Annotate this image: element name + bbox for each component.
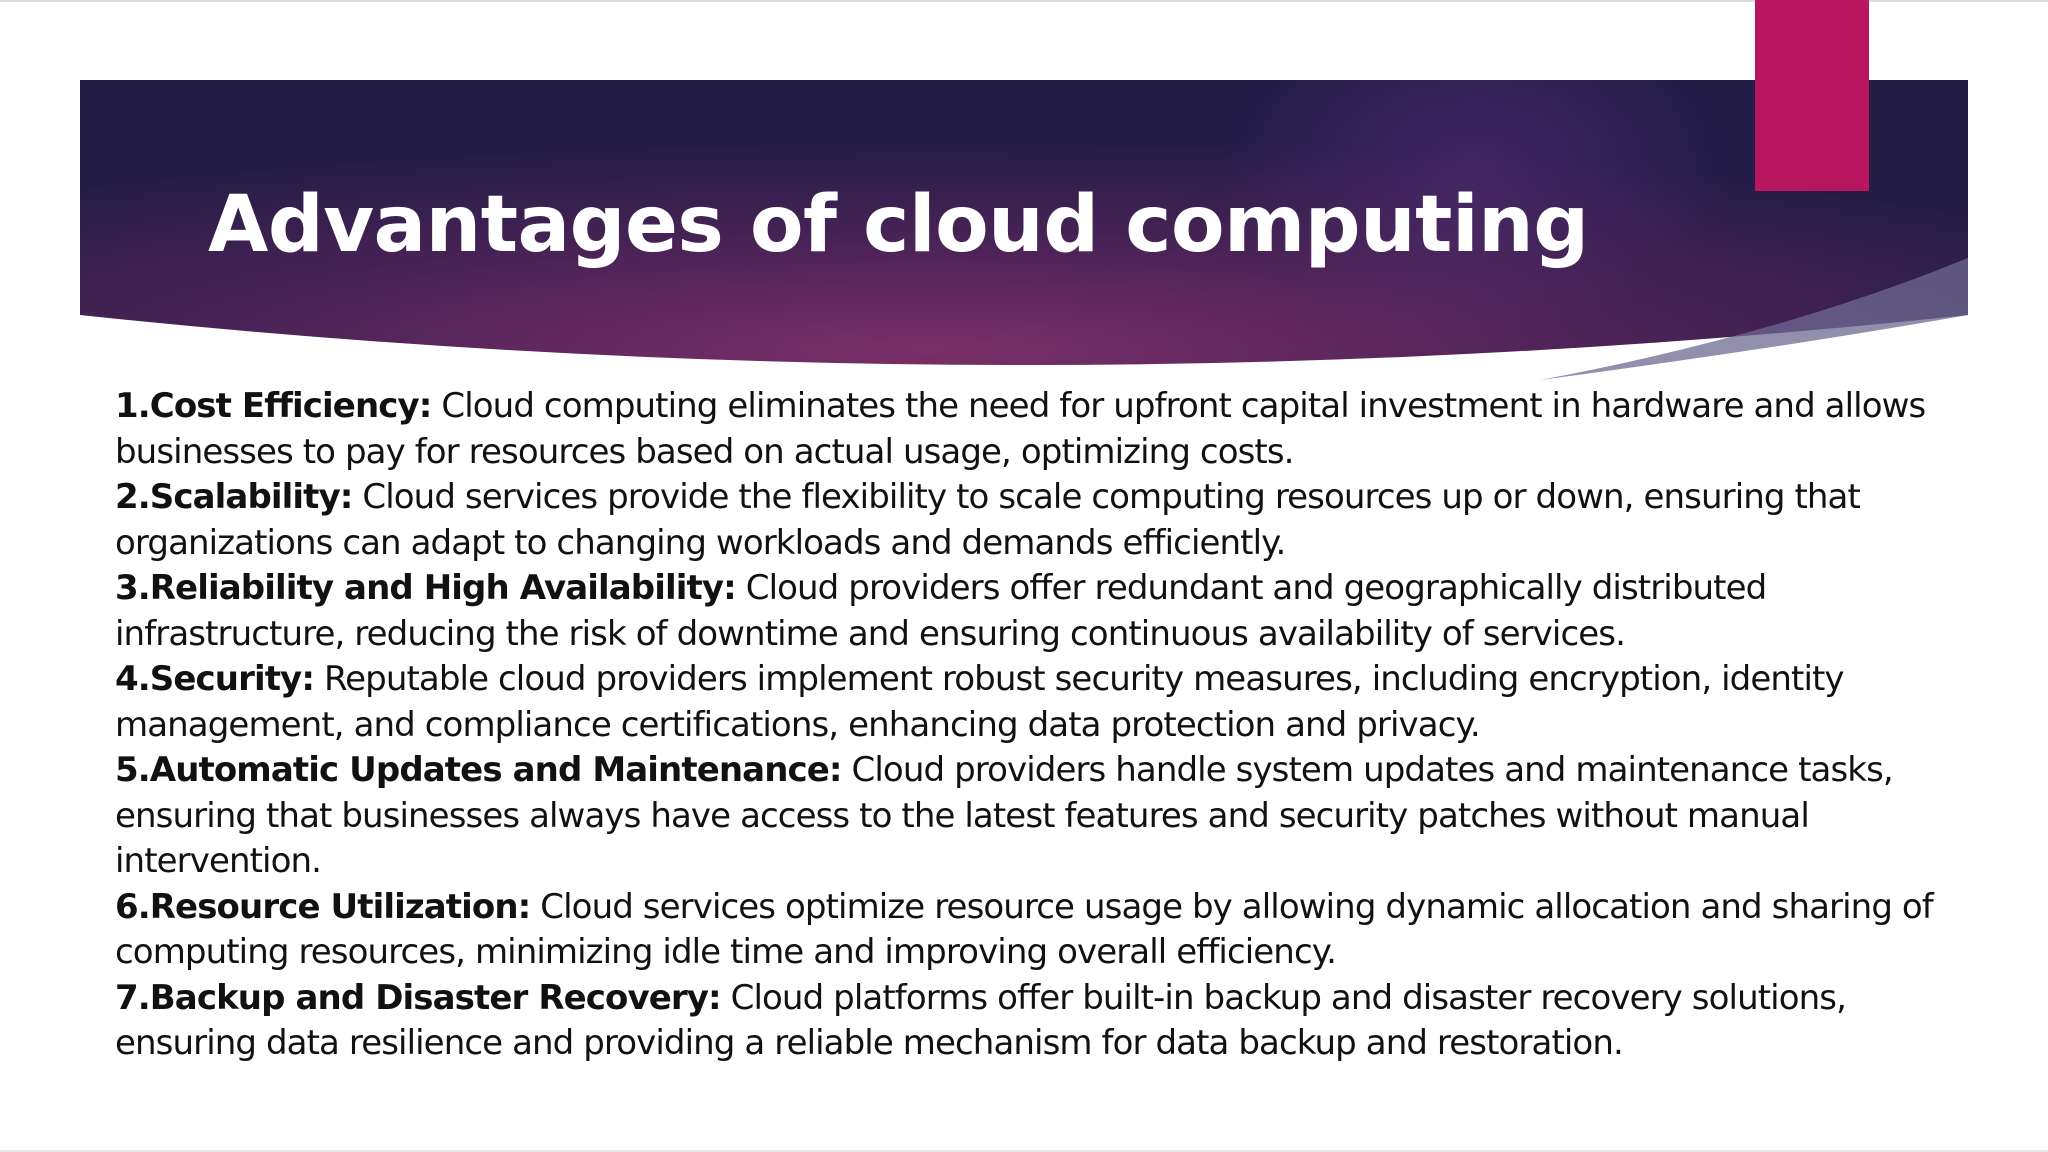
item-text: Cloud providers offer redundant and geographically distributed infrastructure, reducing the risk of downtime and ensuring continuous availability of services. <box>115 568 1767 654</box>
list-item <box>115 475 1975 566</box>
item-number: 1. <box>115 386 150 426</box>
item-text: Cloud platforms offer built-in backup and disaster recovery solutions, ensuring data resilience and providing a reliable mechanism for data backup and restoration. <box>115 977 1846 1063</box>
slide-title: Advantages of cloud computing <box>208 180 1589 270</box>
item-text: Cloud providers handle system updates and maintenance tasks, ensuring that businesses always have access to the latest features and security patches without manual intervention. <box>115 750 1893 881</box>
item-number: 5. <box>115 750 150 790</box>
list-item <box>115 976 1975 1067</box>
item-heading: Resource Utilization: <box>149 886 531 927</box>
list-item <box>115 657 1975 748</box>
item-heading: Scalability: <box>149 477 353 517</box>
item-number: 6. <box>115 886 150 927</box>
accent-tab <box>1755 0 1869 191</box>
list-item <box>115 885 1975 976</box>
item-heading: Security: <box>149 659 315 699</box>
list-item <box>115 748 1975 885</box>
item-text: Cloud computing eliminates the need for upfront capital investment in hardware and allows businesses to pay for resources based on actual usage, optimizing costs. <box>115 386 1926 472</box>
item-number: 4. <box>115 659 150 699</box>
item-heading: Automatic Updates and Maintenance: <box>149 750 842 790</box>
advantages-list <box>115 384 1975 1067</box>
item-heading: Cost Efficiency: <box>149 386 432 426</box>
item-number: 2. <box>115 477 150 517</box>
top-divider <box>0 0 2048 2</box>
item-text: Cloud services provide the flexibility to scale computing resources up or down, ensuring that organizations can adapt to changing workloads and demands efficiently. <box>115 477 1860 563</box>
list-item <box>115 384 1975 475</box>
item-number: 3. <box>115 568 150 608</box>
list-item <box>115 566 1975 657</box>
item-text: Reputable cloud providers implement robust security measures, including encryption, identity management, and compliance certifications, enhancing data protection and privacy. <box>115 659 1844 745</box>
item-text: Cloud services optimize resource usage by allowing dynamic allocation and sharing of computing resources, minimizing idle time and improving overall efficiency. <box>115 886 1933 972</box>
item-heading: Reliability and High Availability: <box>149 568 736 608</box>
item-number: 7. <box>115 977 150 1018</box>
item-heading: Backup and Disaster Recovery: <box>149 977 721 1018</box>
